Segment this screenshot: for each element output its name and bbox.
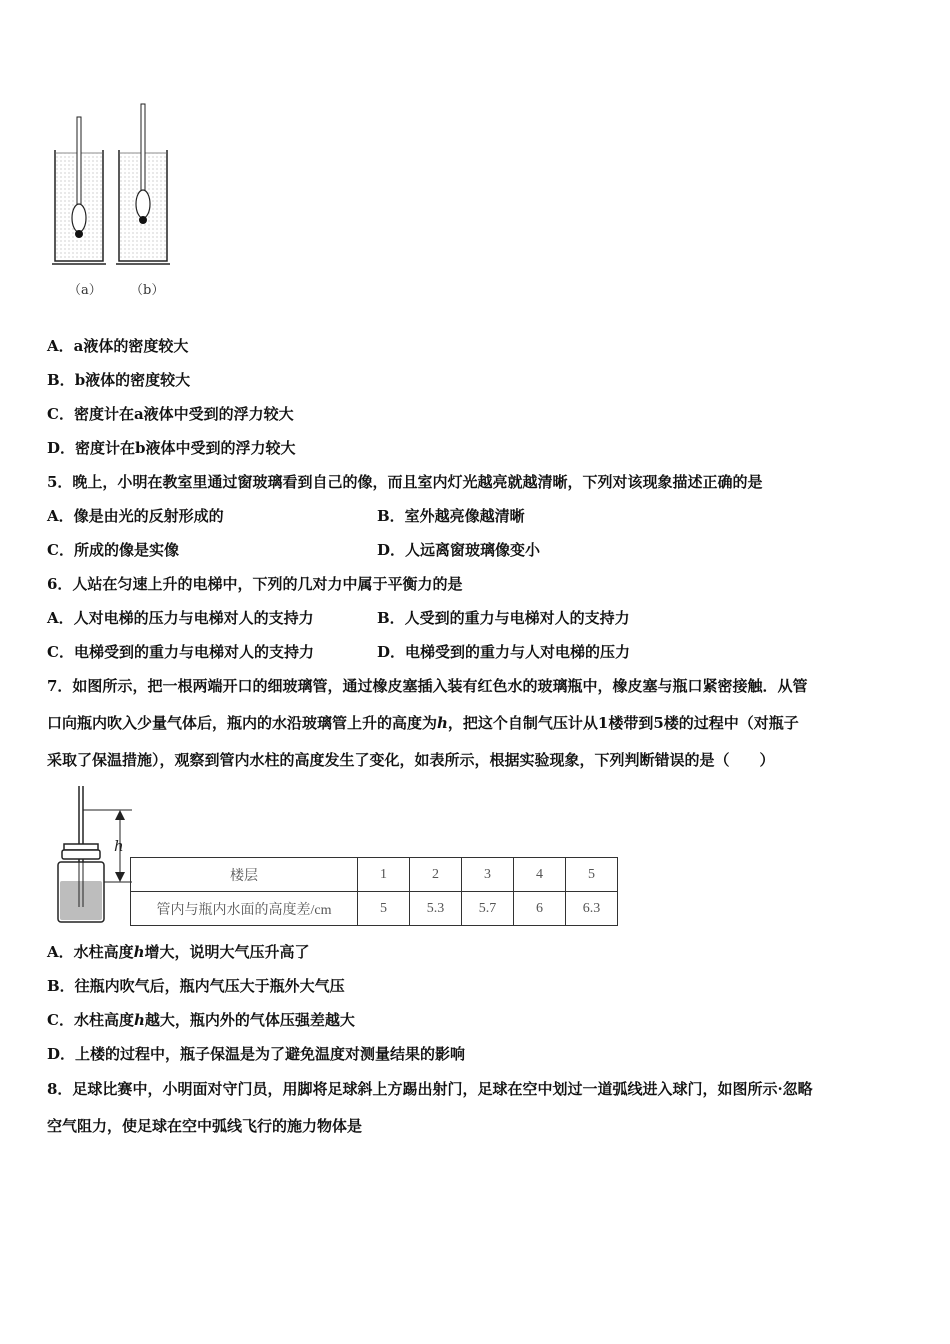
q8-stem-line1: 8．足球比赛中，小明面对守门员，用脚将足球斜上方踢出射门，足球在空中划过一道弧线进入球门，如图所示·忽略 — [47, 1080, 813, 1098]
height-h-label: h — [114, 837, 124, 855]
beaker-a — [52, 117, 106, 264]
q5-option-d: D．人远离窗玻璃像变小 — [377, 541, 541, 559]
beaker-b — [116, 104, 170, 264]
barometer-figure — [52, 782, 142, 924]
table-cell: 3 — [462, 858, 514, 892]
hydrometer-figure — [44, 100, 184, 300]
q6-option-b: B．人受到的重力与电梯对人的支持力 — [377, 609, 630, 627]
q7-option-d: D．上楼的过程中，瓶子保温是为了避免温度对测量结果的影响 — [47, 1045, 466, 1063]
q4-option-b: B．b液体的密度较大 — [47, 371, 191, 389]
q6-stem: 6．人站在匀速上升的电梯中，下列的几对力中属于平衡力的是 — [47, 575, 463, 593]
q7-stem-line3: 采取了保温措施），观察到管内水柱的高度发生了变化，如表所示，根据实验现象，下列判断错误的是（ ） — [47, 751, 775, 769]
table-row — [131, 858, 618, 892]
q7-option-b: B．往瓶内吹气后，瓶内气压大于瓶外大气压 — [47, 977, 345, 995]
q7-option-a: A．水柱高度h增大，说明大气压升高了 — [47, 943, 310, 961]
q4-option-c: C．密度计在a液体中受到的浮力较大 — [47, 405, 294, 423]
q8-stem-line2: 空气阻力，使足球在空中弧线飞行的施力物体是 — [47, 1117, 363, 1135]
table-cell: 4 — [514, 858, 566, 892]
table-cell: 6 — [514, 892, 566, 926]
table-cell: 5.7 — [462, 892, 514, 926]
table-cell: 5.3 — [410, 892, 462, 926]
q5-stem: 5．晚上，小明在教室里通过窗玻璃看到自己的像，而且室内灯光越亮就越清晰，下列对该现象描述正确的是 — [47, 473, 763, 491]
q7-stem-line2: 口向瓶内吹入少量气体后，瓶内的水沿玻璃管上升的高度为h，把这个自制气压计从1楼带到5楼的过程中（对瓶子 — [47, 714, 799, 732]
q5-option-b: B．室外越亮像越清晰 — [377, 507, 525, 525]
q6-option-d: D．电梯受到的重力与人对电梯的压力 — [377, 643, 631, 661]
q4-option-d: D．密度计在b液体中受到的浮力较大 — [47, 439, 296, 457]
table-header-height: 管内与瓶内水面的高度差/cm — [131, 892, 358, 926]
table-cell: 6.3 — [566, 892, 618, 926]
q5-option-c: C．所成的像是实像 — [47, 541, 179, 559]
figure-label-a: （a） — [68, 283, 102, 298]
q4-option-a: A．a液体的密度较大 — [47, 337, 189, 355]
q5-option-a: A．像是由光的反射形成的 — [47, 507, 224, 525]
q7-option-c: C．水柱高度h越大，瓶内外的气体压强差越大 — [47, 1011, 355, 1029]
q6-option-a: A．人对电梯的压力与电梯对人的支持力 — [47, 609, 314, 627]
table-cell: 5 — [358, 892, 410, 926]
table-cell: 1 — [358, 858, 410, 892]
q6-option-c: C．电梯受到的重力与电梯对人的支持力 — [47, 643, 314, 661]
table-cell: 5 — [566, 858, 618, 892]
table-row — [131, 892, 618, 926]
figure-label-b: （b） — [130, 283, 165, 298]
q7-stem-line1: 7．如图所示，把一根两端开口的细玻璃管，通过橡皮塞插入装有红色水的玻璃瓶中，橡皮塞与瓶口紧密接触．从管 — [47, 677, 808, 695]
table-cell: 2 — [410, 858, 462, 892]
table-header-floor: 楼层 — [131, 858, 358, 892]
floor-height-table — [130, 857, 618, 926]
